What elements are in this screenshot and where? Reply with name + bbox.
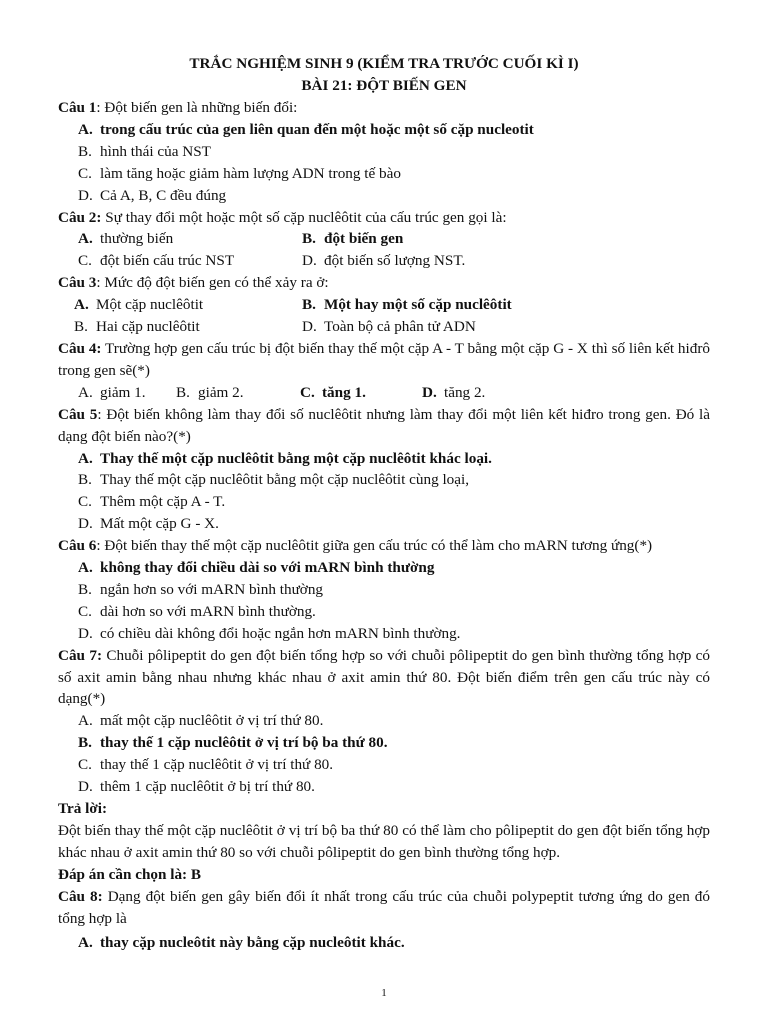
option-text: giảm 2. (198, 383, 244, 401)
q4-options-row (58, 382, 710, 404)
option-text: Cả A, B, C đều đúng (100, 186, 227, 204)
option-letter: D. (422, 383, 437, 401)
option-text: đột biến số lượng NST. (324, 252, 466, 270)
question-label: Câu 1 (58, 99, 97, 116)
q4-option-d (422, 382, 485, 404)
question-text: : Mức độ đột biến gen có thể xảy ra ở: (96, 274, 329, 292)
q5-option-d (58, 513, 710, 535)
q2-option-c (78, 250, 302, 272)
question-text: Dạng đột biến gen gây biến đổi ít nhất trong cấu trúc của chuỗi polypeptit tương ứng do gen đó tổng hợp là (58, 887, 710, 927)
q1-option-d (58, 185, 710, 207)
q3-option-d (302, 316, 526, 338)
option-text: mất một cặp nuclêôtit ở vị trí thứ 80. (100, 712, 324, 730)
q5-option-a (58, 448, 710, 470)
option-text: Một cặp nuclêôtit (96, 296, 204, 314)
option-text: ngắn hơn so với mARN bình thường (100, 580, 324, 598)
option-text: làm tăng hoặc giảm hàm lượng ADN trong tế bào (100, 164, 401, 182)
option-letter: C. (78, 493, 92, 511)
q8-option-a (58, 932, 710, 954)
question-7 (58, 645, 710, 711)
option-letter: C. (78, 756, 92, 774)
option-text: đột biến cấu trúc NST (100, 252, 235, 270)
option-letter: D. (78, 515, 93, 533)
option-text: đột biến gen (324, 230, 404, 248)
question-label: Câu 8: (58, 887, 103, 905)
question-label: Câu 3 (58, 274, 97, 292)
question-label: Câu 7: (58, 646, 103, 664)
option-letter: A. (74, 296, 89, 314)
q6-option-b (58, 579, 710, 601)
q2-option-b (302, 228, 526, 250)
option-letter: A. (78, 230, 93, 248)
option-letter: A. (78, 449, 93, 467)
question-8 (58, 886, 710, 930)
q2-option-a (78, 228, 302, 250)
q3-options-row-2 (58, 316, 710, 338)
option-text: Toàn bộ cả phân tử ADN (324, 318, 476, 336)
option-letter: C. (300, 383, 315, 401)
q1-option-b (58, 141, 710, 163)
q1-option-a (58, 119, 710, 141)
option-text: Hai cặp nuclêôtit (96, 318, 200, 336)
question-label: Câu 4: (58, 339, 102, 357)
question-label: Câu 6 (58, 537, 97, 555)
option-text: Thay thế một cặp nuclêôtit bằng một cặp nuclêôtit khác loại. (100, 449, 492, 467)
question-6 (58, 535, 710, 557)
option-letter: B. (78, 580, 92, 598)
option-text: dài hơn so với mARN bình thường. (100, 602, 316, 620)
answer-explanation: Đột biến thay thế một cặp nuclêôtit ở vị trí bộ ba thứ 80 có thể làm cho pôlipeptit do gen đột biến tổng hợp khác nhau ở axit amin thứ 80 so với chuỗi pôlipeptit do gen bình thường tổng hợp. (58, 821, 710, 861)
option-letter: D. (78, 778, 93, 796)
q6-option-c (58, 601, 710, 623)
option-letter: C. (78, 602, 92, 620)
option-letter: D. (302, 318, 317, 336)
q2-options-row-2 (58, 250, 710, 272)
option-letter: B. (78, 142, 92, 160)
option-letter: B. (78, 471, 92, 489)
option-text: thêm 1 cặp nuclêôtit ở bị trí thứ 80. (100, 778, 315, 796)
option-text: thay thế 1 cặp nuclêôtit ở vị trí thứ 80. (100, 756, 334, 774)
answer-choice: Đáp án cần chọn là: B (58, 865, 202, 883)
option-text: hình thái của NST (100, 142, 211, 160)
option-text: thay thế 1 cặp nuclêôtit ở vị trí bộ ba thứ 80. (100, 734, 388, 752)
option-letter: A. (78, 383, 93, 401)
option-text: thay cặp nucleôtit này bằng cặp nucleôtit khác. (100, 934, 405, 952)
q6-option-a (58, 557, 710, 579)
question-text: Chuỗi pôlipeptit do gen đột biến tổng hợp so với chuỗi pôlipeptit do gen bình thường tổng hợp có số axit amin bằng nhau nhưng khác nhau ở axit amin thứ 80. Đột biến điểm trên gen cấu trúc này có dạng(*) (58, 646, 710, 708)
q1-option-c (58, 163, 710, 185)
q2-options-row-1 (58, 228, 710, 250)
question-label: Câu 2: (58, 208, 102, 226)
option-text: tăng 1. (322, 383, 366, 401)
q4-option-c (300, 382, 422, 404)
q7-option-d (58, 776, 710, 798)
option-letter: D. (78, 624, 93, 642)
q4-option-a (78, 382, 176, 404)
option-text: trong cấu trúc của gen liên quan đến một hoặc một số cặp nucleotit (100, 120, 534, 138)
option-text: Một hay một số cặp nuclêôtit (324, 296, 512, 314)
question-4 (58, 338, 710, 382)
question-text: Sự thay đổi một hoặc một số cặp nuclêôtit của cấu trúc gen gọi là: (101, 208, 507, 226)
option-text: thường biến (100, 230, 174, 248)
question-5 (58, 404, 710, 448)
option-letter: B. (302, 296, 316, 314)
option-letter: A. (78, 934, 93, 952)
q7-option-a (58, 710, 710, 732)
document-body (58, 97, 710, 954)
option-letter: A. (78, 712, 93, 730)
option-letter: B. (302, 230, 316, 248)
option-letter: B. (74, 318, 88, 336)
option-text: giảm 1. (100, 383, 146, 401)
q3-option-b (302, 294, 526, 316)
option-text: có chiều dài không đổi hoặc ngắn hơn mARN bình thường. (100, 624, 461, 642)
q7-option-c (58, 754, 710, 776)
option-letter: D. (302, 252, 317, 270)
option-text: không thay đổi chiều dài so với mARN bình thường (100, 559, 435, 577)
question-label: Câu 5 (58, 405, 98, 423)
q3-option-c (74, 316, 302, 338)
q7-option-b (58, 732, 710, 754)
question-text: : Đột biến không làm thay đổi số nuclêôtit nhưng làm thay đổi một liên kết hiđro trong gen. Đó là dạng đột biến nào?(*) (58, 405, 710, 445)
option-letter: D. (78, 186, 93, 204)
option-letter: C. (78, 164, 92, 182)
option-letter: C. (78, 252, 92, 270)
option-letter: B. (176, 383, 190, 401)
option-letter: A. (78, 120, 93, 138)
q6-option-d (58, 623, 710, 645)
answer-heading: Trả lời: (58, 800, 108, 817)
q5-option-c (58, 491, 710, 513)
q3-options-row-1 (58, 294, 710, 316)
option-text: tăng 2. (444, 383, 486, 401)
option-text: Thêm một cặp A - T. (100, 493, 226, 511)
document-title: TRẮC NGHIỆM SINH 9 (KIỂM TRA TRƯỚC CUỐI KÌ I) (189, 55, 579, 72)
question-3 (58, 272, 710, 294)
question-1 (58, 97, 710, 119)
option-letter: B. (78, 734, 92, 752)
q3-option-a (74, 294, 302, 316)
q2-option-d (302, 250, 526, 272)
question-text: : Đột biến gen là những biến đổi: (96, 99, 298, 116)
lesson-title: BÀI 21: ĐỘT BIẾN GEN (301, 77, 467, 94)
question-text: Trường hợp gen cấu trúc bị đột biến thay thế một cặp A - T bằng một cặp G - X thì số liên kết hiđrô trong gen sẽ(*) (58, 339, 710, 379)
question-2 (58, 207, 710, 229)
question-text: : Đột biến thay thế một cặp nuclêôtit giữa gen cấu trúc có thể làm cho mARN tương ứng(*) (96, 537, 653, 555)
q5-option-b (58, 469, 710, 491)
page-number: 1 (381, 987, 387, 999)
q4-option-b (176, 382, 300, 404)
option-text: Thay thế một cặp nuclêôtit bằng một cặp nuclêôtit cùng loại, (100, 471, 470, 489)
option-text: Mất một cặp G - X. (100, 515, 219, 533)
option-letter: A. (78, 559, 93, 577)
